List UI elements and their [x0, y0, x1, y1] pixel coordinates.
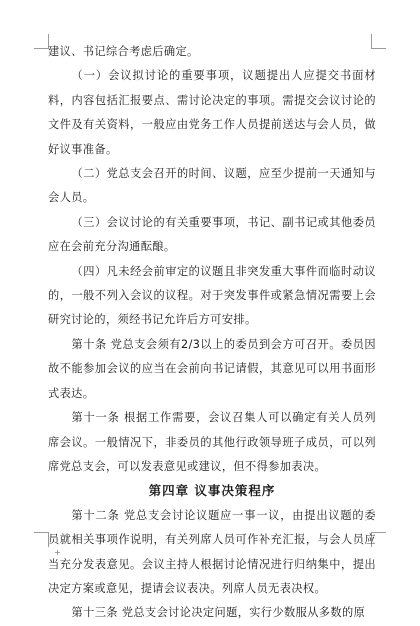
paragraph-mark: +	[54, 548, 61, 557]
paragraph-item-1: （一）会议拟讨论的重要事项，议题提出人应提交书面材料，内容包括汇报要点、需讨论决定的事项。需提交会议讨论的文件及有关资料，一般应由党务工作人员提前送达与会人员，做好议事准备。	[48, 69, 376, 156]
chapter-heading: 第四章 议事决策程序	[148, 483, 276, 499]
article-11: 第十一条 根据工作需要，会议召集人可以确定有关人员列席会议。一般情况下，非委员的其他行政领导班子成员，可以列席党总支会，可以发表意见或建议，但不得参加表决。	[48, 411, 376, 473]
paragraph-item-2: （二）党总支会召开的时间、议题，应至少提前一天通知与会人员。	[48, 167, 376, 205]
article-13: 第十三条 党总支会讨论决定问题，实行少数服从多数的原	[71, 606, 366, 620]
paragraph-continuation: 建议、书记综合考虑后确定。	[48, 45, 199, 58]
crop-mark-bottom-left	[34, 532, 49, 547]
crop-mark-top-left	[34, 34, 49, 49]
document-body	[48, 40, 376, 626]
article-12: 第十二条 党总支会讨论议题应一事一议，由提出议题的委员就相关事项作说明，有关列席人员可作补充汇报，与会人员应当充分发表意见。会议主持人根据讨论情况进行归纳集中，提出决定方案或意见，提请会议表决。列席人员无表决权。	[48, 508, 376, 595]
article-10: 第十条 党总支会须有2/3以上的委员到会方可召开。委员因故不能参加会议的应当在会前向书记请假，其意见可以用书面形式表达。	[48, 337, 376, 400]
paragraph-item-4: （四）凡未经会前审定的议题且非突发重大事件而临时动议的，一般不列入会议的议程。对于突发事件或紧急情况需要上会研究讨论的，须经书记允许后方可安排。	[48, 264, 376, 327]
paragraph-item-3: （三）会议讨论的有关重要事项，书记、副书记或其他委员应在会前充分沟通酝酿。	[48, 215, 376, 254]
